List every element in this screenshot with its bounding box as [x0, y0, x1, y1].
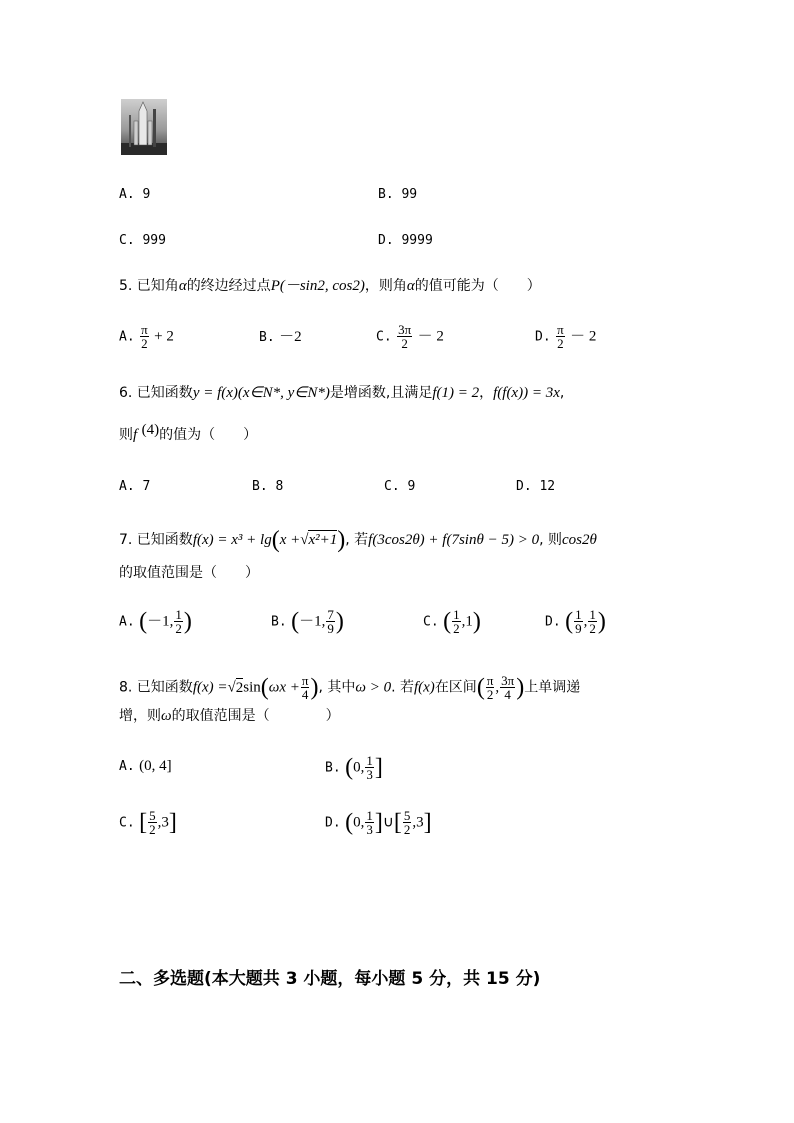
q6-stem-line1: 6. 已知函数y = f(x)(x∈N*, y∈N*)是增函数,且满足f(1) = 2，f(f(x)) = 3x,: [119, 385, 565, 401]
q8-option-a: A. (0, 4]: [119, 758, 172, 774]
q8-stem-line1: 8. 已知函数f(x) =√2sin(ωx + $\frac{\pi}{4}$ ), 其中ω > 0. 若f(x)在区间( $\frac{\pi}{2}$ , $\frac{3\pi}{4}$ )上单调递: [119, 673, 581, 702]
q6-option-b: B. 8: [252, 479, 284, 494]
q7-stem-line1: 7. 已知函数f(x) = x³ + lg(x +√x²+1), 若f(3cos2θ) + f(7sinθ − 5) > 0, 则cos2θ: [119, 527, 597, 553]
q6-option-d: D. 12: [516, 479, 556, 494]
q8-option-c: C. [ $\frac{5}{2}$ ,3]: [119, 808, 177, 837]
q8-option-b: B. (0, $\frac{1}{3}$ ]: [325, 753, 383, 782]
rocket-image: [121, 99, 167, 155]
q4-option-a: A. 9: [119, 187, 151, 202]
q5-option-a: A. $\frac{\pi}{2}$ + 2: [119, 322, 174, 351]
q7-stem-line2: 的取值范围是（ ）: [119, 565, 259, 581]
q8-stem-line2: 增，则ω的取值范围是（ ）: [119, 708, 340, 724]
q6-option-c: C. 9: [384, 479, 416, 494]
q4-option-b: B. 99: [378, 187, 418, 202]
q4-option-c: C. 999: [119, 233, 166, 248]
q7-option-c: C. ( $\frac{1}{2}$ ,1): [423, 607, 481, 636]
q5-option-c: C. $\frac{3\pi}{2}$ － 2: [376, 322, 444, 351]
q5-option-d: D. $\frac{\pi}{2}$ － 2: [535, 322, 597, 351]
rocket-icon: [121, 99, 167, 155]
q5-option-b: B. －2: [259, 329, 302, 345]
q7-option-b: B. (－1, $\frac{7}{9}$ ): [271, 607, 344, 636]
q6-option-a: A. 7: [119, 479, 151, 494]
q7-option-d: D. ( $\frac{1}{9}$ , $\frac{1}{2}$ ): [545, 607, 606, 636]
q7-option-a: A. (－1, $\frac{1}{2}$ ): [119, 607, 192, 636]
q8-option-d: D. (0, $\frac{1}{3}$ ]∪[ $\frac{5}{2}$ ,3]: [325, 808, 432, 837]
q6-stem-line2: 则f (4)的值为（ ）: [119, 422, 258, 443]
q4-option-d: D. 9999: [378, 233, 433, 248]
q5-stem: 5. 已知角α的终边经过点P(－sin2, cos2)，则角α的值可能为（ ）: [119, 278, 541, 294]
section-heading-multi-choice: 二、多选题(本大题共 3 小题，每小题 5 分，共 15 分): [119, 969, 541, 989]
